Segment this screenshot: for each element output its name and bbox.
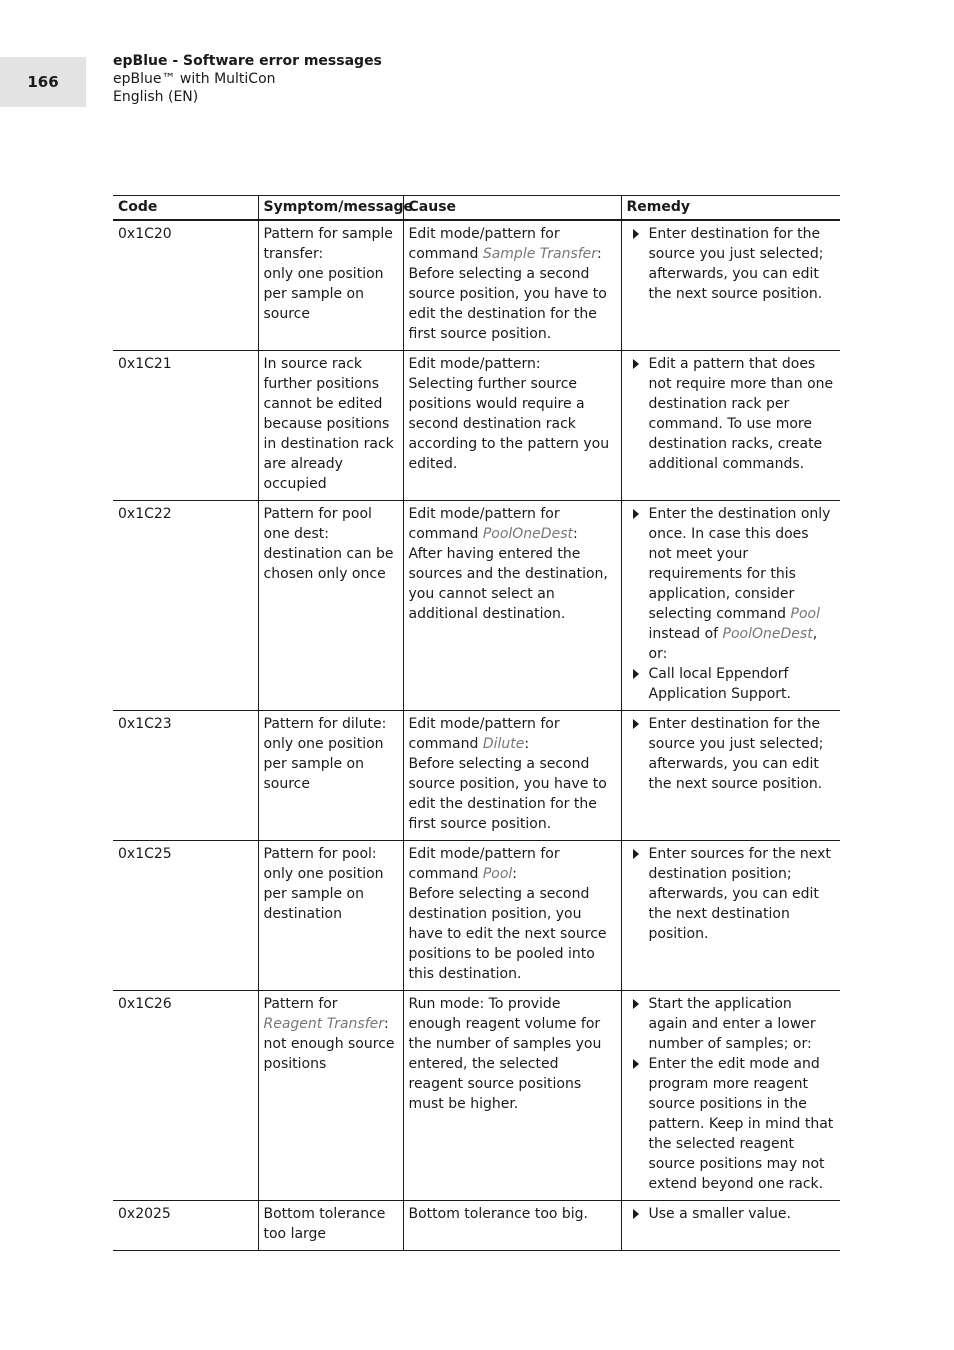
text-run: Selecting further source positions would require a second destination rack according to the pattern you edited.: [408, 376, 610, 472]
text-run: Edit mode/pattern for command: [408, 716, 560, 752]
cause-line: [409, 544, 616, 624]
symptom-line: [264, 1204, 398, 1244]
italic-term: PoolOneDest: [482, 526, 573, 542]
text-run: Pattern for pool one dest: destination can be chosen only once: [263, 506, 394, 582]
cell-cause: [403, 841, 621, 991]
bullet-triangle-icon: [633, 509, 639, 519]
cause-line: [409, 884, 616, 984]
italic-term: Pool: [790, 606, 820, 622]
cause-line: [409, 264, 616, 344]
text-run: , or:: [648, 626, 818, 662]
text-run: Pattern for sample transfer:: [263, 226, 393, 262]
text-run: Bottom tolerance too big.: [408, 1206, 589, 1222]
cell-cause: [403, 351, 621, 501]
bullet-triangle-icon: [633, 669, 639, 679]
table-row: [113, 351, 840, 501]
italic-term: Dilute: [482, 736, 525, 752]
cause-line: [409, 754, 616, 834]
text-run: :: [512, 866, 518, 882]
running-header: [113, 52, 382, 106]
column-header-code: Code: [113, 196, 258, 221]
bullet-triangle-icon: [633, 1209, 639, 1219]
symptom-line: [264, 224, 398, 264]
text-run: Enter the destination only once. In case this does not meet your requirements for this application, consider selecting command: [648, 506, 831, 622]
text-run: Bottom tolerance too large: [263, 1206, 386, 1242]
symptom-line: [264, 994, 398, 1074]
table-row: [113, 991, 840, 1201]
cause-line: [409, 374, 616, 474]
text-run: Start the application again and enter a lower number of samples; or:: [648, 996, 816, 1052]
remedy-list: [627, 844, 836, 944]
text-run: Edit mode/pattern for command: [408, 226, 560, 262]
text-run: :: [524, 736, 530, 752]
remedy-list: [627, 354, 836, 474]
cell-symptom: [258, 711, 403, 841]
cell-symptom: [258, 991, 403, 1201]
text-run: Edit mode/pattern:: [408, 356, 541, 372]
cell-symptom: [258, 841, 403, 991]
cause-line: [409, 994, 616, 1114]
cause-line: [409, 504, 616, 544]
italic-term: Reagent Transfer: [263, 1016, 384, 1032]
text-run: Enter destination for the source you just selected; afterwards, you can edit the next source position.: [648, 716, 824, 792]
text-run: After having entered the sources and the destination, you cannot select an additional destination.: [408, 546, 608, 622]
bullet-triangle-icon: [633, 1059, 639, 1069]
cell-remedy: [621, 1201, 840, 1251]
cell-cause: [403, 501, 621, 711]
text-run: Call local Eppendorf Application Support.: [648, 666, 791, 702]
column-header-cause: Cause: [403, 196, 621, 221]
cell-remedy: [621, 991, 840, 1201]
cell-code: 0x1C23: [113, 711, 258, 841]
bullet-triangle-icon: [633, 999, 639, 1009]
header-title: epBlue - Software error messages: [113, 53, 382, 69]
page-number: 166: [27, 73, 59, 91]
table-body: [113, 220, 840, 1251]
cell-code: 0x2025: [113, 1201, 258, 1251]
cause-line: [409, 844, 616, 884]
text-run: Before selecting a second destination position, you have to edit the next source positions to be pooled into this destination.: [408, 886, 607, 982]
table-row: [113, 711, 840, 841]
cell-cause: [403, 991, 621, 1201]
symptom-line: [264, 354, 398, 494]
cause-line: [409, 1204, 616, 1224]
column-header-symptom: Symptom/message: [258, 196, 403, 221]
cause-line: [409, 224, 616, 264]
table-row: [113, 841, 840, 991]
symptom-line: [264, 264, 398, 324]
bullet-triangle-icon: [633, 849, 639, 859]
remedy-list: [627, 994, 836, 1194]
remedy-item: [627, 504, 836, 664]
table-row: [113, 501, 840, 711]
italic-term: Sample Transfer: [482, 246, 598, 262]
cell-symptom: [258, 351, 403, 501]
cell-code: 0x1C22: [113, 501, 258, 711]
remedy-item: [627, 1054, 836, 1194]
bullet-triangle-icon: [633, 359, 639, 369]
cell-cause: [403, 711, 621, 841]
text-run: Use a smaller value.: [648, 1206, 791, 1222]
column-header-remedy: Remedy: [621, 196, 840, 221]
text-run: Run mode: To provide enough reagent volume for the number of samples you entered, the selected reagent source positions must be higher.: [408, 996, 602, 1112]
text-run: Enter sources for the next destination position; afterwards, you can edit the next destination position.: [648, 846, 831, 942]
remedy-item: [627, 1204, 836, 1224]
text-run: Before selecting a second source position, you have to edit the destination for the first source position.: [408, 266, 607, 342]
header-subtitle: epBlue™ with MultiCon: [113, 71, 276, 87]
italic-term: Pool: [482, 866, 513, 882]
symptom-line: [264, 844, 398, 924]
text-run: Pattern for pool: only one position per sample on destination: [263, 846, 384, 922]
text-run: Edit mode/pattern for command: [408, 846, 560, 882]
text-run: Enter destination for the source you just selected; afterwards, you can edit the next source position.: [648, 226, 824, 302]
cell-symptom: [258, 501, 403, 711]
remedy-list: [627, 1204, 836, 1224]
cell-remedy: [621, 501, 840, 711]
symptom-line: [264, 504, 398, 584]
error-messages-table: [113, 195, 840, 1251]
symptom-line: [264, 714, 398, 794]
remedy-item: [627, 844, 836, 944]
table-row: [113, 220, 840, 351]
text-run: Before selecting a second source position, you have to edit the destination for the first source position.: [408, 756, 607, 832]
cell-code: 0x1C26: [113, 991, 258, 1201]
text-run: only one position per sample on source: [263, 266, 384, 322]
remedy-item: [627, 714, 836, 794]
table-header-row: [113, 196, 840, 221]
text-run: Edit mode/pattern for command: [408, 506, 560, 542]
header-language: English (EN): [113, 89, 199, 105]
cell-remedy: [621, 841, 840, 991]
text-run: Pattern for: [263, 996, 338, 1012]
cell-remedy: [621, 351, 840, 501]
text-run: : not enough source positions: [263, 1016, 395, 1072]
cell-symptom: [258, 1201, 403, 1251]
remedy-list: [627, 714, 836, 794]
cell-code: 0x1C25: [113, 841, 258, 991]
cause-line: [409, 354, 616, 374]
bullet-triangle-icon: [633, 229, 639, 239]
text-run: instead of: [648, 626, 723, 642]
bullet-triangle-icon: [633, 719, 639, 729]
cell-remedy: [621, 220, 840, 351]
italic-term: PoolOneDest: [722, 626, 813, 642]
cell-code: 0x1C21: [113, 351, 258, 501]
cell-cause: [403, 1201, 621, 1251]
remedy-item: [627, 354, 836, 474]
text-run: Pattern for dilute: only one position per sample on source: [263, 716, 387, 792]
remedy-list: [627, 224, 836, 304]
remedy-item: [627, 224, 836, 304]
text-run: :: [572, 526, 578, 542]
cell-symptom: [258, 220, 403, 351]
page-number-tab: [0, 57, 86, 107]
text-run: Enter the edit mode and program more reagent source positions in the pattern. Keep in mind that the selected reagent source positions may not extend beyond one rack.: [648, 1056, 834, 1192]
remedy-list: [627, 504, 836, 704]
remedy-item: [627, 994, 836, 1054]
text-run: Edit a pattern that does not require more than one destination rack per command. To use more destination racks, create additional commands.: [648, 356, 834, 472]
remedy-item: [627, 664, 836, 704]
table-row: [113, 1201, 840, 1251]
text-run: :: [597, 246, 602, 262]
cell-code: 0x1C20: [113, 220, 258, 351]
text-run: In source rack further positions cannot be edited because positions in destination rack are already occupied: [263, 356, 394, 492]
cell-cause: [403, 220, 621, 351]
cause-line: [409, 714, 616, 754]
cell-remedy: [621, 711, 840, 841]
